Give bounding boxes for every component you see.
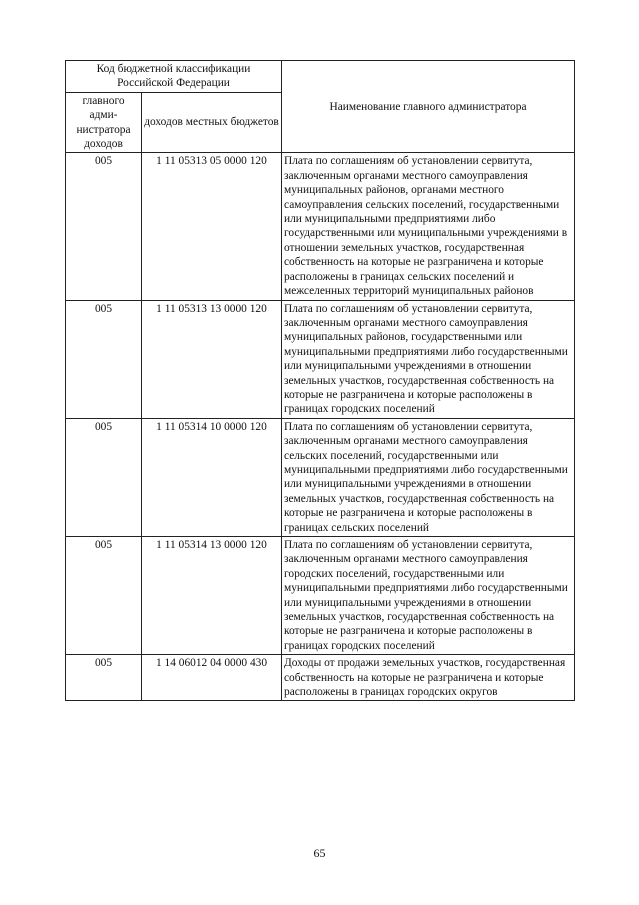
budget-code-cell: 1 11 05313 13 0000 120 — [142, 300, 282, 418]
table-row — [66, 537, 575, 655]
table-row — [66, 300, 575, 418]
header-code-group: Код бюджетной классификации Российской Федерации — [66, 61, 282, 93]
budget-code-cell: 1 11 05314 10 0000 120 — [142, 418, 282, 536]
budget-code-cell: 1 14 06012 04 0000 430 — [142, 655, 282, 701]
admin-code-cell: 005 — [66, 300, 142, 418]
header-admin-name: Наименование главного администратора — [282, 61, 575, 153]
header-row-1 — [66, 61, 575, 93]
table-row — [66, 418, 575, 536]
table-row — [66, 655, 575, 701]
description-cell: Плата по соглашениям об установлении сервитута, заключенным органами местного самоуправления городских поселений, государственными или муниципальными предприятиями либо государственными или муниципальными учреждениями в отношении земельных участков, государственная собственность на которые не разграничена и которые расположены в границах городских поселений — [282, 537, 575, 655]
admin-code-cell: 005 — [66, 418, 142, 536]
description-cell: Доходы от продажи земельных участков, государственная собственность на которые не разграничена и которые расположены в границах городских округов — [282, 655, 575, 701]
admin-code-cell: 005 — [66, 655, 142, 701]
description-cell: Плата по соглашениям об установлении сервитута, заключенным органами местного самоуправления сельских поселений, государственными или муниципальными предприятиями либо государственными или муниципальными учреждениями в отношении земельных участков, государственная собственность на которые не разграничена и которые расположены в границах сельских поселений — [282, 418, 575, 536]
admin-code-cell: 005 — [66, 153, 142, 300]
budget-code-cell: 1 11 05313 05 0000 120 — [142, 153, 282, 300]
description-cell: Плата по соглашениям об установлении сервитута, заключенным органами местного самоуправления муниципальных районов, органами местного самоуправления сельских поселений, государственными или муниципальными предприятиями либо государственными или муниципальными учреждениями в отношении земельных участков, государственная собственность на которые не разграничена и которые расположены в границах сельских поселений и межселенных территорий муниципальных районов — [282, 153, 575, 300]
page-number: 65 — [313, 846, 326, 860]
header-income-code: доходов местных бюджетов — [142, 92, 282, 153]
table-row — [66, 153, 575, 300]
budget-code-cell: 1 11 05314 13 0000 120 — [142, 537, 282, 655]
revenue-codes-table — [65, 60, 575, 701]
description-cell: Плата по соглашениям об установлении сервитута, заключенным органами местного самоуправления муниципальных районов, государственными или муниципальными предприятиями либо государственными или муниципальными учреждениями в отношении земельных участков, государственная собственность на которые не разграничена и которые расположены в границах городских поселений — [282, 300, 575, 418]
admin-code-cell: 005 — [66, 537, 142, 655]
header-admin-code: главного адми-нистратора доходов — [66, 92, 142, 153]
